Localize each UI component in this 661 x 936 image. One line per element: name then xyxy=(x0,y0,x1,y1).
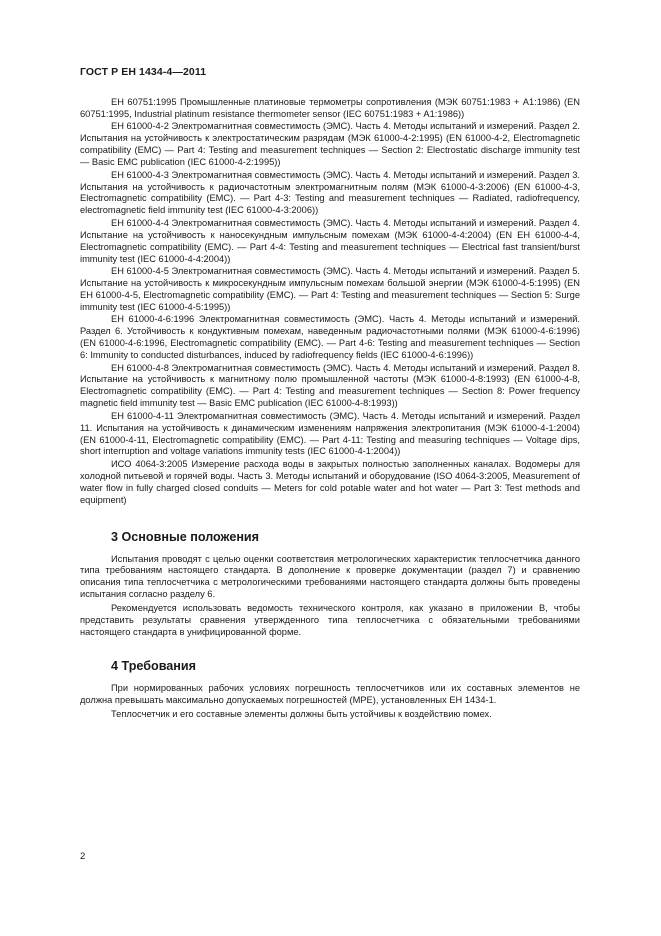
reference-item: ЕН 61000-4-4 Электромагнитная совместимость (ЭМС). Часть 4. Методы испытаний и измерений. Раздел 4. Испытание на устойчивость к наносекундным импульсным помехам (МЭК 61000-4-4:2004) (EN ЕН 61000-4-4, Electromagnetic compatibility (EMC). — Part 4-4: Testing and measurement techniques — Electrical fast transient/burst immunity test (IEC 61000-4-4:2004)) xyxy=(80,217,580,264)
section-4-paragraph: При нормированных рабочих условиях погрешность теплосчетчиков или их составных элементов не должна превышать максимально допускаемых погрешностей (МРЕ), установленных ЕН 1434-1. xyxy=(80,682,580,705)
reference-item: ЕН 60751:1995 Промышленные платиновые термометры сопротивления (МЭК 60751:1983 + A1:1986) (EN 60751:1995, Industrial platinum resistance thermometer sensor (IEC 60751:1983 + A1:1986)) xyxy=(80,97,580,119)
reference-item: ЕН 61000-4-8 Электромагнитная совместимость (ЭМС). Часть 4. Методы испытаний и измерений. Раздел 8. Испытание на устойчивость к магнитному полю промышленной частоты (МЭК 61000-4-8:1993) (EN 61000-4-8, Electromagnetic compatibility (EMC). — Part 4: Testing and measurement techniques — Section 8: Power frequency magnetic field immunity test — Basic EMC publication (IEC 61000-4-8:1993)) xyxy=(80,362,580,409)
document-header: ГОСТ Р ЕН 1434-4—2011 xyxy=(80,66,207,78)
reference-item: ЕН 61000-4-5 Электромагнитная совместимость (ЭМС). Часть 4. Методы испытаний и измерений. Раздел 5. Испытание на устойчивость к микросекундным импульсным помехам большой энергии (МЭК 61000-4-5:1995) (EN ЕН 61000-4-5, Electromagnetic compatibility (EMC). — Part 4: Testing and measurement techniques — Section 5: Surge immunity test (IEC 61000-4-5:1995)) xyxy=(80,266,580,312)
normative-references xyxy=(80,97,580,507)
reference-item: ЕН 61000-4-6:1996 Электромагнитная совместимость (ЭМС). Часть 4. Методы испытаний и измерений. Раздел 6. Устойчивость к кондуктивным помехам, наведенным радиочастотными полями (МЭК 61000-4-6:1996) (EN 61000-4-6:1996, Electromagnetic compatibility (EMC). — Part 4-6: Testing and measurement techniques — Section 6: Immunity to conducted disturbances, induced by radiofrequency fields (IEC 61000-4-6:1996)) xyxy=(80,314,580,360)
reference-item: ЕН 61000-4-3 Электромагнитная совместимость (ЭМС). Часть 4. Методы испытаний и измерений. Раздел 3. Испытания на устойчивость к радиочастотным электромагнитным полям (МЭК 61000-4-3:2006) (EN 61000-4-3, Electromagnetic compatibility (EMC). — Part 4-3: Testing and measurement techniques — Radiated, radiofrequency, electromagnetic field immunity test (IEC 61000-4-3:2006)) xyxy=(80,169,580,216)
reference-item: ЕН 61000-4-11 Электромагнитная совместимость (ЭМС). Часть 4. Методы испытаний и измерений. Раздел 11. Испытания на устойчивость к динамическим изменениям напряжения электропитания (МЭК 61000-4-1:2004) (EN 61000-4-11, Electromagnetic compatibility (EMC). — Part 4-11: Testing and measuring techniques — Voltage dips, short interruption and voltage variations immunity tests (IEC 61000-4-1:2004)) xyxy=(80,410,580,457)
section-3-title: 3 Основные положения xyxy=(111,529,260,544)
section-3-paragraph: Испытания проводят с целью оценки соответствия метрологических характеристик теплосчетчика данного типа требованиям настоящего стандарта. В дополнение к проверке документации (раздел 7) и сравнению описания типа теплосчетчика с метрологическими требованиями настоящего стандарта должны быть проведены испытания согласно разделу 6. xyxy=(80,553,580,600)
reference-item: ИСО 4064-3:2005 Измерение расхода воды в закрытых полностью заполненных каналах. Водомеры для холодной питьевой и горячей воды. Часть 3. Методы испытаний и оборудование (ISO 4064-3:2005, Measurement of water flow in fully charged closed conduits — Meters for cold potable water and hot water — Part 3: Test methods and equipment) xyxy=(80,458,580,505)
page-number: 2 xyxy=(80,851,86,862)
reference-item: ЕН 61000-4-2 Электромагнитная совместимость (ЭМС). Часть 4. Методы испытаний и измерений. Раздел 2. Испытания на устойчивость к электростатическим разрядам (МЭК 61000-4-2:1995) (EN 61000-4-2, Electromagnetic compatibility (EMC) — Part 4: Testing and measurement techniques — Section 2: Electrostatic discharge immunity test — Basic EMC publication (IEC 61000-4-2:1995)) xyxy=(80,121,580,168)
section-4-paragraph: Теплосчетчик и его составные элементы должны быть устойчивы к воздействию помех. xyxy=(111,708,492,719)
section-4-title: 4 Требования xyxy=(111,658,196,673)
page-content xyxy=(80,97,580,721)
section-3-paragraph: Рекомендуется использовать ведомость технического контроля, как указано в приложении В, чтобы представить результаты сравнения утвержденного типа теплосчетчика с обязательными требованиями настоящего стандарта в унифицированной форме. xyxy=(80,603,580,637)
